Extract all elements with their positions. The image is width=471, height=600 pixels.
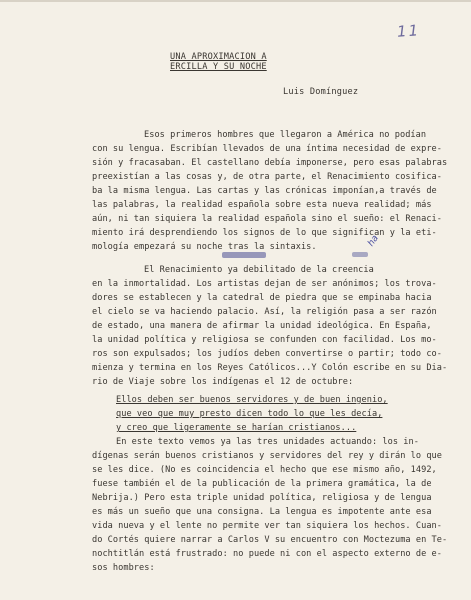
document-title: [170, 52, 340, 72]
text-line: la unidad política y religiosa se confunden con facilidad. Los mo-: [92, 335, 437, 345]
text-line: fuese también el de la publicación de la primera gramática, la de: [92, 479, 432, 489]
text-line: aún, ni tan siquiera la realidad española sino el sueño: el Renaci-: [92, 214, 442, 224]
title-line-2: ERCILLA Y SU NOCHE: [170, 62, 267, 72]
text-line: las palabras, la realidad española sobre esta nueva realidad; más: [92, 200, 432, 210]
quote-line: y creo que ligeramente se harían cristianos...: [116, 423, 357, 433]
text-line: miento irá desprendiendo los signos de lo que significan y la eti-: [92, 228, 437, 238]
text-line: mienza y termina en los Reyes Católicos...Y Colón escribe en su Dia-: [92, 363, 448, 373]
paragraph-2: [92, 263, 463, 389]
author-name: Luis Domínguez: [283, 87, 359, 97]
text-line: nochtitlán está frustrado: no puede ni con el aspecto externo de e-: [92, 549, 442, 559]
text-line: ros son expulsados; los judíos deben convertirse o partir; todo co-: [92, 349, 442, 359]
document-body: [92, 128, 463, 575]
quote-line: Ellos deben ser buenos servidores y de buen ingenio,: [116, 395, 388, 405]
text-line: sos hombres:: [92, 563, 155, 573]
title-line-1: UNA APROXIMACION A: [170, 52, 267, 62]
handwritten-correction: ha: [366, 233, 381, 249]
text-line: sión y fracasaban. El castellano debía imponerse, pero esas palabras: [92, 158, 448, 168]
text-line: do Cortés quiere narrar a Carlos V su encuentro con Moctezuma en Te-: [92, 535, 448, 545]
text-line: ba la misma lengua. Las cartas y las crónicas imponían,a través de: [92, 186, 437, 196]
text-line: vida nueva y el lente no permite ver tan siquiera los hechos. Cuan-: [92, 521, 442, 531]
text-line: dores se establecen y la catedral de piedra que se empinaba hacia: [92, 293, 432, 303]
text-line: Esos primeros hombres que llegaron a América no podían: [144, 130, 427, 140]
handwritten-page-number: 11: [396, 21, 421, 41]
text-line: el cielo se va haciendo palacio. Así, la religión pasa a ser razón: [92, 307, 437, 317]
text-line: de estado, una manera de afirmar la unidad ideológica. En España,: [92, 321, 432, 331]
text-line: dígenas serán buenos cristianos y servidores del rey y dirán lo que: [92, 451, 442, 461]
text-line: se les dice. (No es coincidencia el hecho que ese mismo año, 1492,: [92, 465, 437, 475]
text-line: Nebrija.) Pero esta triple unidad política, religiosa y de lengua: [92, 493, 432, 503]
page-edge: [0, 0, 471, 2]
paragraph-3: [92, 435, 463, 575]
paragraph-1: [92, 128, 463, 254]
text-line: El Renacimiento ya debilitado de la creencia: [144, 265, 374, 275]
text-line: es más un sueño que una consigna. La lengua es impotente ante esa: [92, 507, 432, 517]
text-line: en la inmortalidad. Los artistas dejan de ser anónimos; los trova-: [92, 279, 437, 289]
text-line: mología empezará su noche tras la sintaxis.: [92, 242, 317, 252]
text-line: En este texto vemos ya las tres unidades actuando: los in-: [116, 437, 419, 447]
text-line: preexistían a las cosas y, de otra parte, el Renacimiento cosifica-: [92, 172, 442, 182]
quotation: [118, 393, 463, 435]
text-line: rio de Viaje sobre los indígenas el 12 de octubre:: [92, 377, 354, 387]
text-line: con su lengua. Escribían llevados de una íntima necesidad de expre-: [92, 144, 442, 154]
quote-line: que veo que muy presto dicen todo lo que les decía,: [116, 409, 383, 419]
